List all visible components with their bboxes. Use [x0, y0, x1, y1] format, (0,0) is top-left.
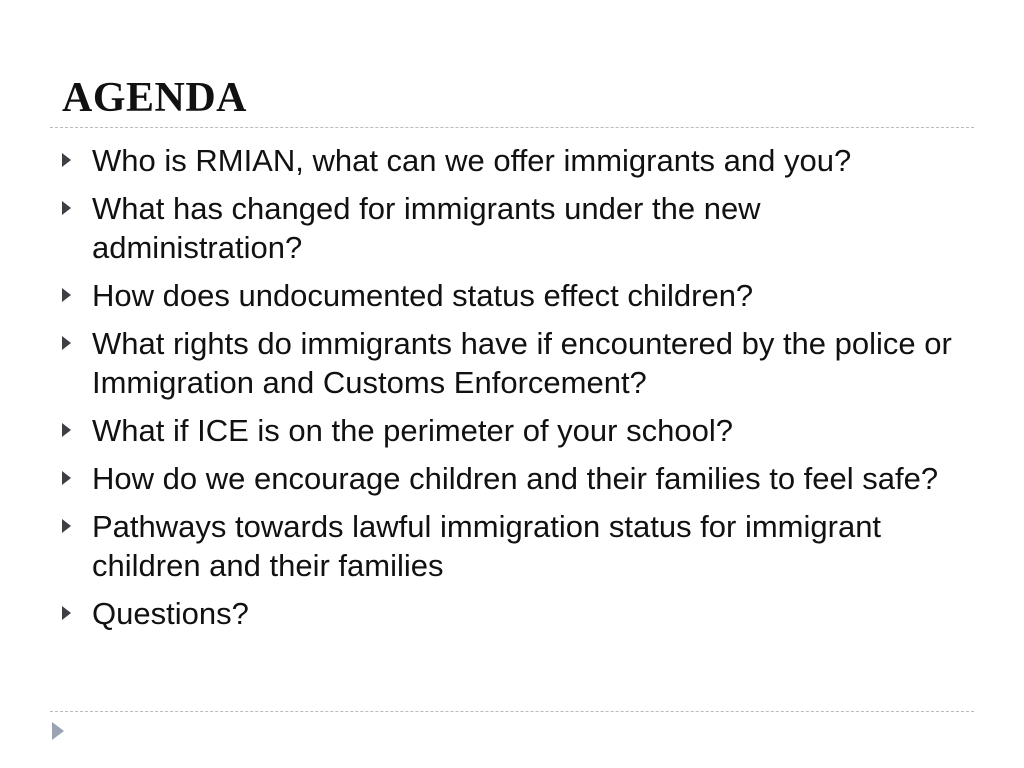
triangle-bullet-icon	[62, 471, 71, 485]
agenda-item	[60, 276, 965, 315]
agenda-item-text: Who is RMIAN, what can we offer immigrants and you?	[92, 143, 852, 178]
title-divider	[50, 127, 974, 128]
agenda-item	[60, 141, 965, 180]
triangle-bullet-icon	[62, 201, 71, 215]
triangle-bullet-icon	[62, 606, 71, 620]
agenda-list	[60, 141, 965, 642]
footer-divider	[50, 711, 974, 712]
agenda-item	[60, 411, 965, 450]
agenda-item-text: What rights do immigrants have if encountered by the police or Immigration and Customs Enforcement?	[92, 326, 952, 400]
agenda-item-text: Pathways towards lawful immigration status for immigrant children and their families	[92, 509, 882, 583]
agenda-item-text: How do we encourage children and their families to feel safe?	[92, 461, 939, 496]
triangle-bullet-icon	[62, 153, 71, 167]
agenda-item	[60, 594, 965, 633]
agenda-item-text: What if ICE is on the perimeter of your school?	[92, 413, 733, 448]
agenda-item	[60, 507, 965, 585]
agenda-item-text: What has changed for immigrants under the new administration?	[92, 191, 761, 265]
agenda-item	[60, 189, 965, 267]
triangle-bullet-icon	[62, 288, 71, 302]
agenda-item-text: How does undocumented status effect children?	[92, 278, 754, 313]
triangle-bullet-icon	[62, 519, 71, 533]
triangle-bullet-icon	[62, 336, 71, 350]
agenda-item	[60, 459, 965, 498]
triangle-bullet-icon	[62, 423, 71, 437]
agenda-item	[60, 324, 965, 402]
slide-title: AGENDA	[62, 75, 248, 121]
agenda-item-text: Questions?	[92, 596, 249, 631]
play-arrow-icon[interactable]	[52, 722, 64, 740]
